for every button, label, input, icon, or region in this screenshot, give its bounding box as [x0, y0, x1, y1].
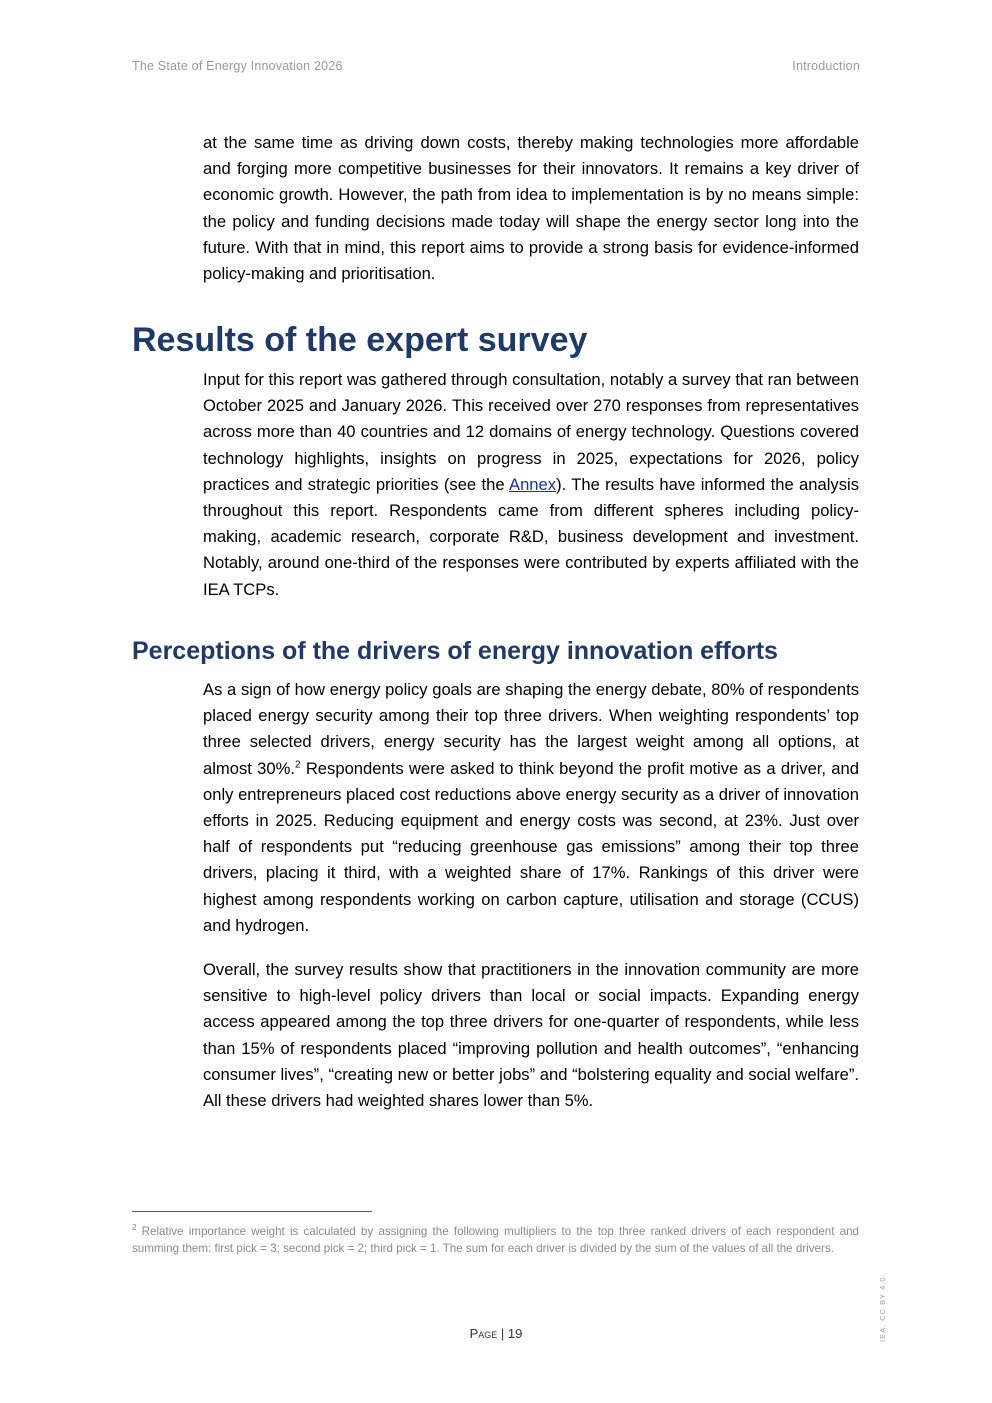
footnote-divider — [132, 1211, 372, 1212]
drivers-paragraph-1-end: Respondents were asked to think beyond the profit motive as a driver, and only entrepreneurs placed cost reductions above energy security as a driver of innovation efforts in 2025. Reducing equipment and energy costs was second, at 23%. Just over half of respondents put “reducing greenhouse gas emissions” among their top three drivers, placing it third, with a weighted share of 17%. Rankings of this driver were highest among respondents working on carbon capture, utilisation and storage (CCUS) and hydrogen. — [203, 758, 859, 935]
section-heading: Results of the expert survey — [132, 321, 588, 359]
page-footer — [0, 1326, 992, 1341]
running-header-title: The State of Energy Innovation 2026 — [132, 59, 343, 73]
annex-link[interactable]: Annex — [509, 474, 557, 494]
intro-paragraph: at the same time as driving down costs, thereby making technologies more affordable and forging more competitive businesses for their innovators. It remains a key driver of economic growth. However, the path from idea to implementation is by no means simple: the policy and funding decisions made today will shape the energy sector long into the future. With that in mind, this report aims to provide a strong basis for evidence-informed policy-making and prioritisation. — [203, 133, 859, 284]
license-credit: IEA. CC BY 4.0. — [878, 1273, 887, 1342]
survey-paragraph-text-end: ). The results have informed the analysis throughout this report. Respondents came from different spheres including policy-making, academic research, corporate R&D, business development and investment. Notably, around one-third of the responses were contributed by experts affiliated with the IEA TCPs. — [203, 474, 859, 599]
drivers-paragraph-1 — [203, 677, 859, 939]
footnote-marker: 2 — [132, 1223, 137, 1232]
drivers-paragraph-block — [203, 677, 859, 1114]
footnote-reference[interactable]: 2 — [294, 759, 301, 771]
footnote — [132, 1219, 859, 1257]
intro-paragraph-block — [203, 130, 859, 287]
survey-paragraph-block — [203, 367, 859, 603]
survey-paragraph-text-start: Input for this report was gathered through consultation, notably a survey that ran between October 2025 and January 2026. This received over 270 responses from representatives across more than 40 countries and 12 domains of energy technology. Questions covered technology highlights, insights on progress in 2025, expectations for 2026, policy practices and strategic priorities (see the — [203, 370, 859, 494]
survey-paragraph — [203, 367, 859, 603]
subsection-heading: Perceptions of the drivers of energy innovation efforts — [132, 637, 778, 665]
page-number: 19 — [507, 1326, 523, 1341]
running-header-section: Introduction — [792, 59, 860, 73]
footnote-text: Relative importance weight is calculated by assigning the following multipliers to the top three ranked drivers of each respondent and summing them: first pick = 3; second pick = 2; third pick = 1. The sum for each driver is divided by the sum of the values of all the drivers. — [132, 1224, 859, 1255]
drivers-paragraph-2: Overall, the survey results show that practitioners in the innovation community are more sensitive to high-level policy drivers than local or social impacts. Expanding energy access appeared among the top three drivers for one-quarter of respondents, while less than 15% of respondents placed “improving pollution and health outcomes”, “enhancing consumer lives”, “creating new or better jobs” and “bolstering equality and social welfare”. All these drivers had weighted shares lower than 5%. — [203, 960, 859, 1111]
page-separator: | — [497, 1326, 508, 1341]
drivers-paragraph-1-start: As a sign of how energy policy goals are shaping the energy debate, 80% of respondents placed energy security among their top three drivers. When weighting respondents’ top three selected drivers, energy security has the largest weight among all options, at almost 30%. — [203, 680, 859, 778]
page-label: Page — [469, 1326, 498, 1341]
